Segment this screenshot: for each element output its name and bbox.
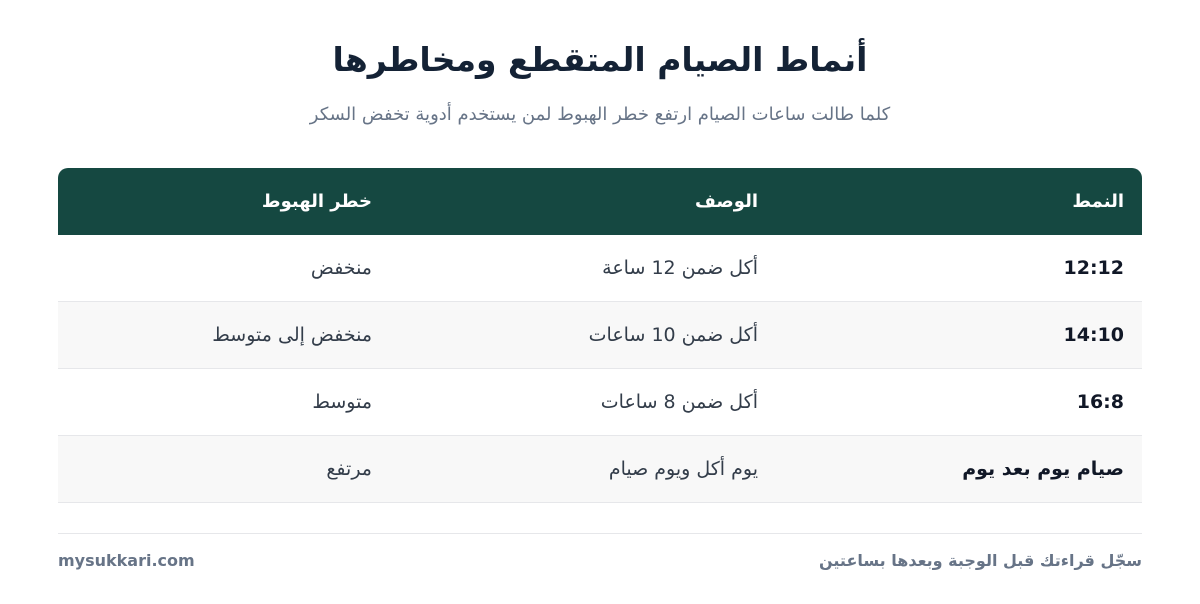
cell-risk: متوسط <box>312 391 372 413</box>
footer-site-link[interactable]: mysukkari.com <box>58 551 195 570</box>
cell-risk: مرتفع <box>326 458 372 480</box>
cell-risk: منخفض <box>310 257 372 279</box>
table-row <box>58 436 1142 503</box>
cell-description: أكل ضمن 12 ساعة <box>602 257 758 279</box>
page-subtitle: كلما طالت ساعات الصيام ارتفع خطر الهبوط لمن يستخدم أدوية تخفض السكر <box>309 104 891 125</box>
cell-pattern: صيام يوم بعد يوم <box>962 458 1124 480</box>
cell-description: أكل ضمن 8 ساعات <box>600 391 758 413</box>
page-title: أنماط الصيام المتقطع ومخاطرها <box>332 40 868 79</box>
column-header-hypoglycemia-risk: خطر الهبوط <box>261 191 372 212</box>
footer-divider <box>58 533 1142 534</box>
footer-note: سجّل قراءتك قبل الوجبة وبعدها بساعتين <box>819 551 1142 570</box>
column-header-pattern: النمط <box>1072 191 1124 212</box>
cell-description: يوم أكل ويوم صيام <box>608 458 758 480</box>
cell-pattern: 14:10 <box>1063 324 1124 346</box>
table-row <box>58 302 1142 369</box>
fasting-patterns-table <box>58 168 1142 503</box>
cell-pattern: 16:8 <box>1076 391 1124 413</box>
column-header-description: الوصف <box>694 191 758 212</box>
table-row <box>58 235 1142 302</box>
cell-description: أكل ضمن 10 ساعات <box>588 324 758 346</box>
cell-risk: منخفض إلى متوسط <box>212 324 372 346</box>
table-row <box>58 369 1142 436</box>
cell-pattern: 12:12 <box>1063 257 1124 279</box>
table-header-row <box>58 168 1142 235</box>
